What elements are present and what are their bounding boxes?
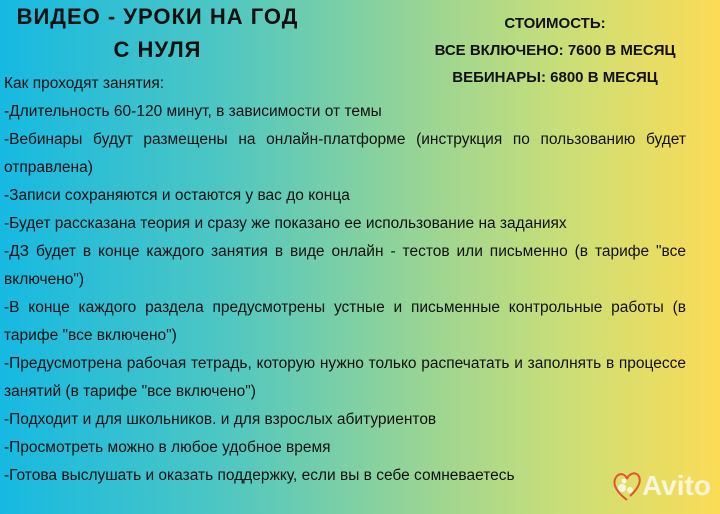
heart-paw-icon (612, 470, 642, 502)
watermark-text: Avito (642, 470, 711, 501)
intro-text: Как проходят занятия: (4, 75, 165, 92)
title (0, 0, 315, 66)
price-all-included: ВСЕ ВКЛЮЧЕНО: 7600 В МЕСЯЦ (434, 42, 676, 59)
pricing-heading: СТОИМОСТЬ: (504, 15, 606, 32)
list-item: -Вебинары будут размещены на онлайн-платформе (инструкция по пользованию будет отправлена) (4, 131, 686, 176)
list-item: -Длительность 60-120 минут, в зависимости от темы (4, 103, 382, 120)
list-item: -Будет рассказана теория и сразу же показано ее использование на заданиях (4, 215, 567, 232)
list-item: -Предусмотрена рабочая тетрадь, которую нужно только распечатать и заполнять в процессе занятий (в тарифе "все включено") (4, 355, 686, 400)
avito-watermark (612, 470, 711, 502)
list-item: -ДЗ будет в конце каждого занятия в виде онлайн - тестов или письменно (в тарифе "все включено") (4, 243, 686, 288)
title-line-1: ВИДЕО - УРОКИ НА ГОД (16, 4, 299, 29)
list-item: -Готова выслушать и оказать поддержку, если вы в себе сомневаетесь (4, 467, 515, 484)
list-item: -Записи сохраняются и остаются у вас до конца (4, 187, 350, 204)
list-item: -В конце каждого раздела предусмотрены устные и письменные контрольные работы (в тарифе "все включено") (4, 299, 686, 344)
lesson-info (4, 70, 686, 490)
price-webinars: ВЕБИНАРЫ: 6800 В МЕСЯЦ (452, 69, 658, 86)
list-item: -Подходит и для школьников. и для взрослых абитуриентов (4, 411, 437, 428)
title-line-2: С НУЛЯ (113, 37, 202, 62)
list-item: -Просмотреть можно в любое удобное время (4, 439, 331, 456)
